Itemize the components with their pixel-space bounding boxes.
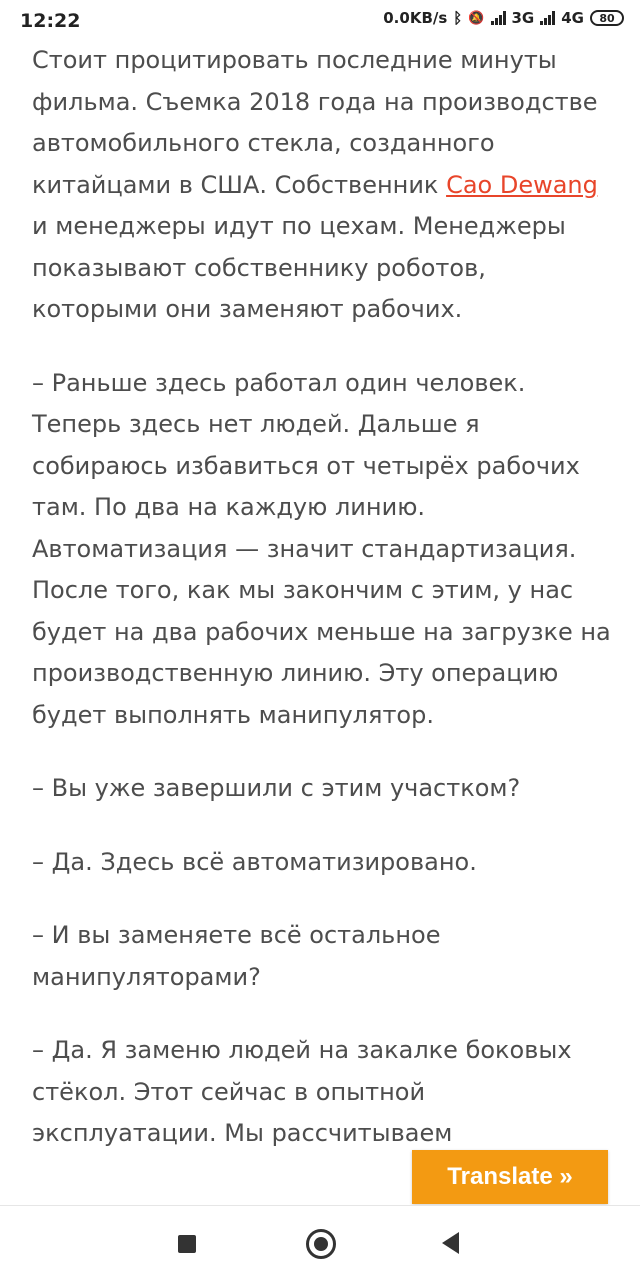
signal-icon <box>491 11 506 25</box>
mute-icon: 🔕 <box>468 10 485 26</box>
recent-apps-icon[interactable] <box>178 1235 196 1253</box>
back-icon[interactable] <box>442 1232 459 1254</box>
paragraph-1: Стоит процитировать последние минуты фильма. Съемка 2018 года на производстве автомобильного стекла, созданного китайцами в США. Собственник Cao Dewang и менеджеры идут по цехам. Менеджеры показывают собственнику роботов, которыми они заменяют рабочих. <box>32 46 598 323</box>
net-speed: 0.0KB/s <box>383 9 448 27</box>
network-4g: 4G <box>561 9 584 27</box>
signal-icon-2 <box>540 11 555 25</box>
nav-bar <box>0 1205 640 1280</box>
battery-icon: 80 <box>590 10 624 26</box>
article-body <box>32 40 612 1187</box>
paragraph-4: – Да. Здесь всё автоматизировано. <box>32 847 477 876</box>
paragraph-3: – Вы уже завершили с этим участком? <box>32 774 521 802</box>
cao-dewang-link[interactable]: Cao Dewang <box>446 170 598 199</box>
paragraph-6: – Да. Я заменю людей на закалке боковых стёкол. Этот сейчас в опытной эксплуатации. Мы рассчитываем <box>32 1036 572 1147</box>
status-icons <box>383 9 624 27</box>
bluetooth-icon: ᛒ <box>453 9 463 27</box>
paragraph-2: – Раньше здесь работал один человек. Теперь здесь нет людей. Дальше я собираюсь избавиться от четырёх рабочих там. По два на каждую линию. Автоматизация — значит стандартизация. После того, как мы закончим с этим, у нас будет на два рабочих меньше на загрузке на производственную линию. Эту операцию будет выполнять манипулятор. <box>32 368 611 729</box>
status-bar <box>0 0 640 44</box>
paragraph-5: – И вы заменяете всё остальное манипуляторами? <box>32 921 441 991</box>
home-icon[interactable] <box>306 1229 336 1259</box>
network-3g: 3G <box>511 9 535 27</box>
status-time: 12:22 <box>20 10 81 32</box>
translate-button[interactable]: Translate » <box>412 1150 608 1204</box>
